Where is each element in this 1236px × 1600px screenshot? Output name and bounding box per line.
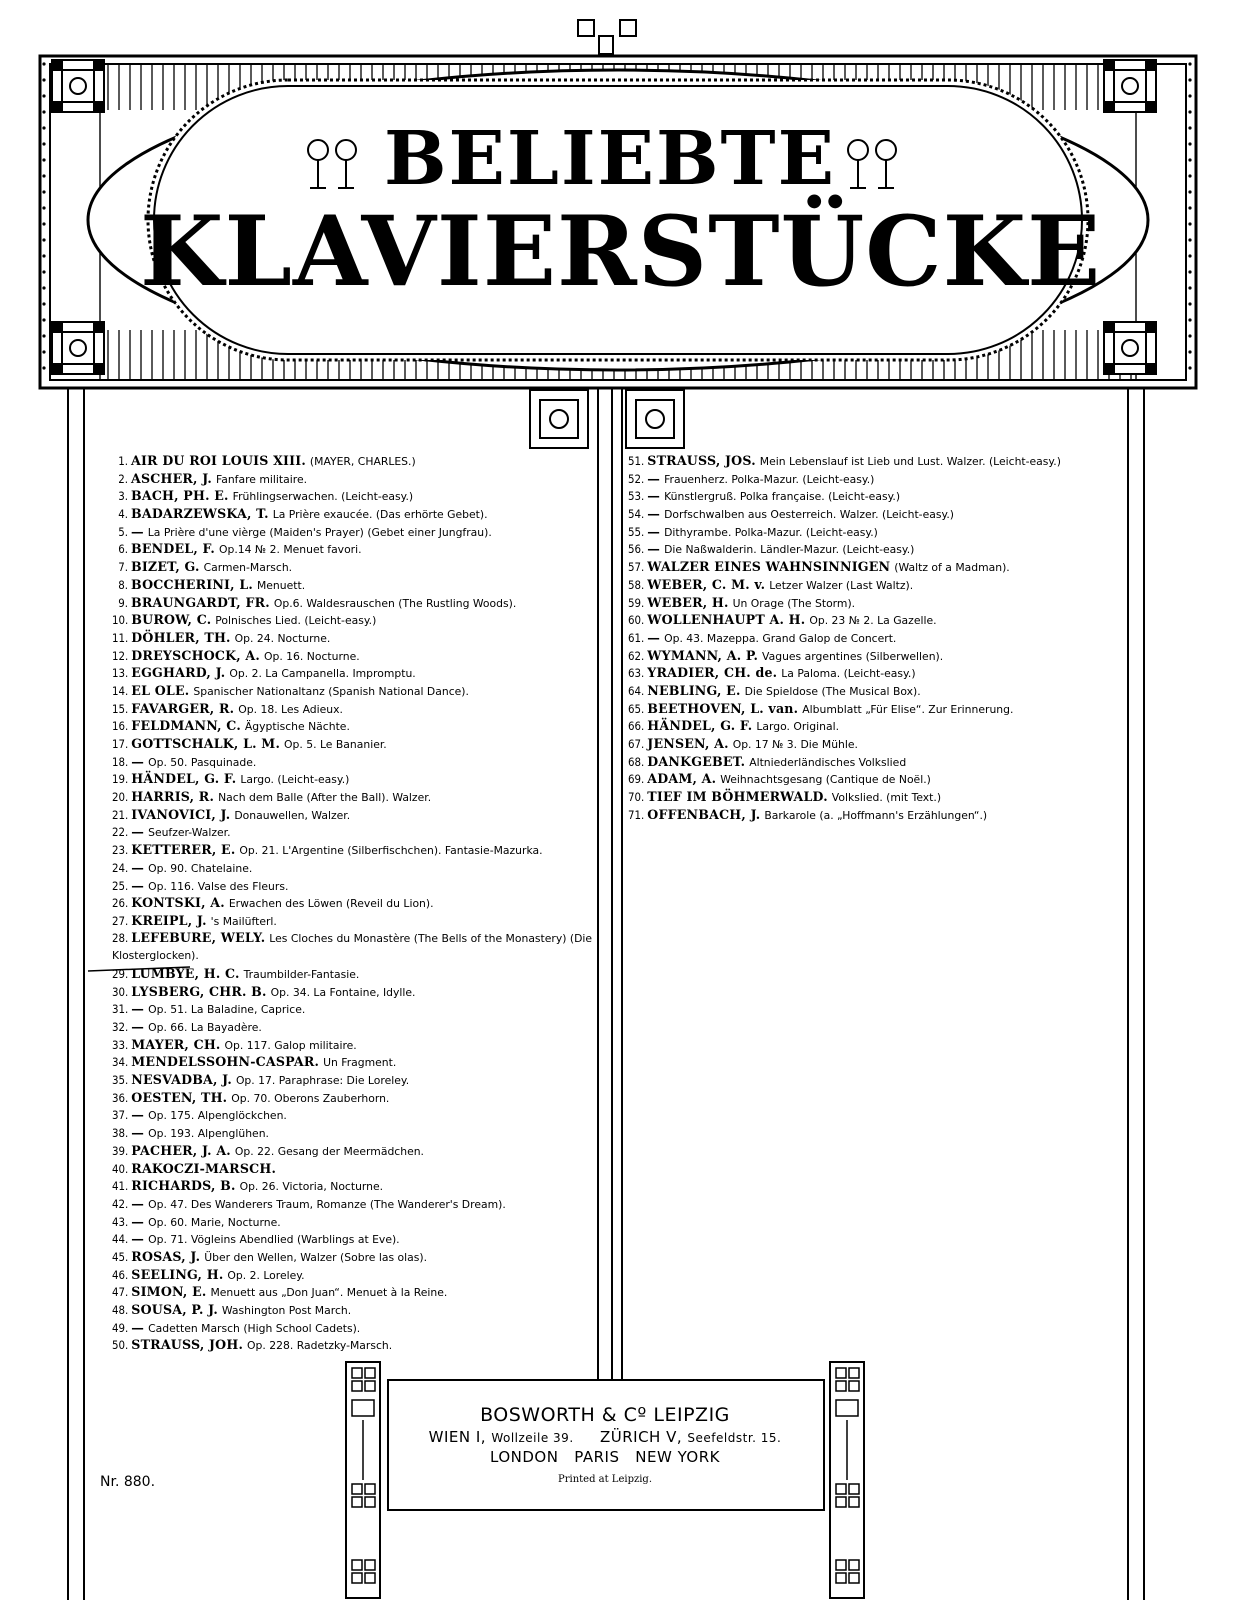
entry-composer: HARRIS, R. <box>131 789 215 805</box>
entry-number: 36. <box>112 1090 129 1105</box>
entry-composer: GOTTSCHALK, L. M. <box>131 736 281 751</box>
contents-right-column <box>628 452 1128 823</box>
entry-composer: NEBLING, E. <box>647 682 741 698</box>
title-block <box>140 108 1102 328</box>
entry-work: Carmen-Marsch. <box>203 561 293 575</box>
entry-work: Fanfare militaire. <box>216 472 308 486</box>
entry-number: 48. <box>112 1303 129 1318</box>
contents-entry <box>112 859 594 877</box>
contents-entry <box>628 487 1128 505</box>
entry-composer: RICHARDS, B. <box>131 1178 236 1194</box>
contents-entry <box>112 788 594 806</box>
contents-entry <box>628 611 1128 629</box>
entry-number: 50. <box>112 1338 129 1353</box>
entry-composer: BADARZEWSKA, T. <box>131 506 269 522</box>
entry-number: 3. <box>118 489 128 504</box>
entry-composer: LYSBERG, CHR. B. <box>131 983 267 999</box>
contents-entry <box>628 470 1128 488</box>
contents-entry <box>628 753 1128 771</box>
entry-work: Letzer Walzer (Last Waltz). <box>769 578 914 592</box>
contents-entry <box>112 611 594 629</box>
entry-work: Op. 60. Marie, Nocturne. <box>148 1215 281 1229</box>
contents-entry <box>628 700 1128 718</box>
entry-work: Op. 2. La Campanella. Impromptu. <box>229 667 416 681</box>
entry-number: 29. <box>112 966 129 981</box>
entry-work: Op.14 № 2. Menuet favori. <box>218 543 362 557</box>
entry-number: 63. <box>628 666 645 681</box>
entry-work: Op. 17 № 3. Die Mühle. <box>732 738 858 751</box>
entry-composer: BOCCHERINI, L. <box>131 576 253 592</box>
entry-composer: WYMANN, A. P. <box>647 647 759 663</box>
entry-work: Die Spieldose (The Musical Box). <box>744 684 921 698</box>
entry-composer: — <box>647 523 661 539</box>
entry-work: Altniederländisches Volkslied <box>749 755 907 769</box>
entry-composer: — <box>131 753 145 769</box>
entry-composer: — <box>647 629 661 645</box>
contents-entry <box>112 1053 594 1071</box>
contents-entry <box>112 1036 594 1054</box>
entry-composer: — <box>647 541 661 557</box>
entry-number: 45. <box>112 1249 129 1264</box>
entry-number: 40. <box>112 1161 129 1176</box>
entry-number: 17. <box>112 737 129 751</box>
entry-composer: DANKGEBET. <box>647 753 746 769</box>
entry-work: Op. 5. Le Bananier. <box>284 738 387 751</box>
entry-number: 55. <box>628 524 645 539</box>
entry-composer: SOUSA, P. J. <box>131 1302 218 1318</box>
entry-composer: KONTSKI, A. <box>131 895 225 911</box>
entry-composer: — <box>131 1019 145 1035</box>
entry-work: Op. 18. Les Adieux. <box>238 702 343 716</box>
entry-work: Op. 51. La Baladine, Caprice. <box>148 1003 306 1017</box>
contents-entry <box>628 806 1128 824</box>
entry-number: 10. <box>112 613 129 628</box>
entry-work: Op. 175. Alpenglöckchen. <box>148 1109 287 1123</box>
contents-entry <box>112 1248 594 1266</box>
entry-work: Op. 71. Vögleins Abendlied (Warblings at Eve). <box>148 1233 400 1247</box>
entry-work: Polnisches Lied. (Leicht-easy.) <box>215 614 377 628</box>
entry-number: 38. <box>112 1126 129 1141</box>
contents-entry <box>112 735 594 753</box>
entry-work: Seufzer-Walzer. <box>148 826 231 840</box>
contents-entry <box>112 540 594 558</box>
entry-work: Donauwellen, Walzer. <box>234 808 351 822</box>
entry-number: 5. <box>118 524 128 539</box>
entry-number: 70. <box>628 790 645 805</box>
entry-work: Erwachen des Löwen (Reveil du Lion). <box>228 897 434 911</box>
entry-work: Op. 16. Nocturne. <box>263 649 360 663</box>
entry-composer: HÄNDEL, G. F. <box>647 718 753 734</box>
entry-composer: LEFEBURE, WELY. <box>131 929 266 945</box>
entry-work: Frühlingserwachen. (Leicht-easy.) <box>232 490 414 504</box>
entry-number: 69. <box>628 772 645 787</box>
entry-number: 26. <box>112 896 129 911</box>
entry-number: 54. <box>628 507 645 522</box>
entry-number: 64. <box>628 683 645 698</box>
entry-work: Op. 228. Radetzky-Marsch. <box>247 1339 393 1353</box>
entry-work: Op. 193. Alpenglühen. <box>148 1127 269 1141</box>
entry-composer: JENSEN, A. <box>647 736 729 751</box>
entry-composer: STRAUSS, JOS. <box>647 453 756 468</box>
entry-work: Barkarole (a. „Hoffmann's Erzählungen“.) <box>764 808 988 822</box>
entry-composer: — <box>131 1195 145 1211</box>
contents-entry <box>112 983 594 1001</box>
contents-entry <box>112 629 594 647</box>
entry-work: Un Fragment. <box>323 1056 397 1070</box>
entry-composer: WOLLENHAUPT A. H. <box>647 612 806 628</box>
contents-entry <box>112 682 594 700</box>
contents-entry <box>112 1018 594 1036</box>
entry-work: Op. 50. Pasquinade. <box>148 755 257 769</box>
entry-composer: — <box>131 1107 145 1123</box>
entry-work: Op. 43. Mazeppa. Grand Galop de Concert. <box>664 631 897 645</box>
entry-composer: — <box>647 488 661 504</box>
entry-composer: — <box>131 1213 145 1229</box>
entry-work: Volkslied. (mit Text.) <box>831 791 942 805</box>
entry-number: 14. <box>112 683 129 698</box>
entry-number: 1. <box>118 454 128 468</box>
entry-composer: RAKOCZI-MARSCH. <box>131 1160 277 1176</box>
entry-work: Weihnachtsgesang (Cantique de Noël.) <box>720 773 931 787</box>
entry-number: 37. <box>112 1108 129 1123</box>
contents-entry <box>112 452 594 470</box>
entry-number: 66. <box>628 719 645 734</box>
entry-composer: YRADIER, CH. de. <box>647 665 778 681</box>
entry-work: Largo. Original. <box>756 720 840 734</box>
entry-number: 24. <box>112 860 129 875</box>
contents-entry <box>628 594 1128 612</box>
entry-work: (Waltz of a Madman). <box>894 561 1010 575</box>
contents-entry <box>628 505 1128 523</box>
entry-work: Traumbilder-Fantasie. <box>243 967 360 981</box>
entry-composer: ADAM, A. <box>647 771 717 787</box>
entry-composer: — <box>131 1001 145 1017</box>
entry-composer: — <box>647 506 661 522</box>
entry-work: Op. 22. Gesang der Meermädchen. <box>234 1144 424 1158</box>
contents-entry <box>628 523 1128 541</box>
entry-work: Op. 116. Valse des Fleurs. <box>148 879 289 893</box>
entry-composer: — <box>131 1125 145 1141</box>
contents-entry <box>112 1301 594 1319</box>
entry-composer: WEBER, C. M. v. <box>647 576 766 592</box>
entry-work: Menuett aus „Don Juan“. Menuet à la Reine. <box>210 1286 448 1300</box>
title-line-2: KLAVIERSTÜCKE <box>140 195 1102 308</box>
contents-entry <box>112 877 594 895</box>
entry-work: La Prière exaucée. (Das erhörte Gebet). <box>272 508 488 522</box>
branch-zurich: ZÜRICH V, <box>599 1428 683 1446</box>
entry-work: Op. 24. Nocturne. <box>234 631 331 645</box>
entry-composer: AIR DU ROI LOUIS XIII. <box>131 453 306 468</box>
entry-composer: EL OLE. <box>131 682 190 698</box>
contents-entry <box>112 594 594 612</box>
entry-work: Vagues argentines (Silberwellen). <box>762 649 944 663</box>
entry-number: 8. <box>118 577 128 592</box>
entry-number: 23. <box>112 843 129 858</box>
entry-work: (MAYER, CHARLES.) <box>309 455 416 468</box>
entry-composer: OFFENBACH, J. <box>647 806 761 822</box>
contents-entry <box>112 700 594 718</box>
title-line-1: BELIEBTE <box>383 116 836 202</box>
branch-zurich-street: Seefeldstr. 15. <box>687 1431 782 1445</box>
entry-number: 57. <box>628 560 645 575</box>
printed-note: Printed at Leipzig. <box>557 1474 653 1485</box>
entry-number: 20. <box>112 790 129 805</box>
contents-entry <box>628 770 1128 788</box>
contents-entry <box>112 1160 594 1178</box>
entry-number: 2. <box>118 471 128 486</box>
entry-composer: ROSAS, J. <box>131 1248 201 1264</box>
entry-work: Op. 66. La Bayadère. <box>148 1021 262 1035</box>
entry-work: Albumblatt „Für Elise“. Zur Erinnerung. <box>802 702 1014 716</box>
contents-entry <box>112 841 594 859</box>
contents-entry <box>628 664 1128 682</box>
entry-number: 15. <box>112 701 129 716</box>
contents-entry <box>112 1177 594 1195</box>
entry-composer: LUMBYE, H. C. <box>131 965 240 981</box>
entry-number: 58. <box>628 577 645 592</box>
entry-composer: STRAUSS, JOH. <box>131 1337 244 1353</box>
entry-number: 43. <box>112 1214 129 1229</box>
contents-entry <box>628 629 1128 647</box>
entry-work: Op. 23 № 2. La Gazelle. <box>809 614 937 628</box>
entry-work: Op. 117. Galop militaire. <box>224 1038 357 1052</box>
entry-composer: BIZET, G. <box>131 559 200 575</box>
entry-number: 27. <box>112 913 129 928</box>
entry-work: Nach dem Balle (After the Ball). Walzer. <box>218 791 432 805</box>
entry-composer: ASCHER, J. <box>131 470 212 486</box>
entry-work: Dorfschwalben aus Oesterreich. Walzer. (Leicht-easy.) <box>664 508 954 522</box>
contents-entry <box>628 735 1128 753</box>
contents-entry <box>112 1142 594 1160</box>
entry-composer: FELDMANN, C. <box>131 718 241 734</box>
entry-number: 71. <box>628 807 645 822</box>
contents-entry <box>112 930 594 965</box>
publisher-name: BOSWORTH & Cº LEIPZIG <box>480 1404 730 1426</box>
entry-composer: BACH, PH. E. <box>131 488 229 504</box>
entry-number: 28. <box>112 930 129 945</box>
contents-entry <box>112 1000 594 1018</box>
entry-number: 22. <box>112 825 129 840</box>
entry-work: Künstlergruß. Polka française. (Leicht-easy.) <box>664 490 901 504</box>
entry-number: 49. <box>112 1320 129 1335</box>
contents-entry <box>112 1230 594 1248</box>
contents-entry <box>112 505 594 523</box>
entry-composer: BEETHOVEN, L. van. <box>647 700 799 716</box>
entry-composer: — <box>131 1231 145 1247</box>
publisher-imprint <box>390 1390 820 1510</box>
entry-composer: NESVADBA, J. <box>131 1072 232 1088</box>
entry-composer: HÄNDEL, G. F. <box>131 771 237 787</box>
entry-number: 16. <box>112 719 129 734</box>
entry-composer: EGGHARD, J. <box>131 665 226 681</box>
contents-entry <box>112 806 594 824</box>
entry-number: 35. <box>112 1073 129 1088</box>
entry-number: 44. <box>112 1232 129 1247</box>
entry-work: Mein Lebenslauf ist Lieb und Lust. Walzer. (Leicht-easy.) <box>759 455 1061 468</box>
contents-entry <box>112 1266 594 1284</box>
contents-entry <box>112 470 594 488</box>
entry-composer: TIEF IM BÖHMERWALD. <box>647 789 828 805</box>
contents-entry <box>112 1319 594 1337</box>
entry-composer: DREYSCHOCK, A. <box>131 647 260 663</box>
entry-composer: — <box>131 824 145 840</box>
entry-work: Les Cloches du Monastère (The Bells of the Monastery) (Die Klosterglocken). <box>112 931 593 963</box>
contents-entry <box>112 717 594 735</box>
entry-work: Menuett. <box>256 578 306 592</box>
entry-composer: — <box>131 859 145 875</box>
entry-work: Cadetten Marsch (High School Cadets). <box>148 1321 361 1335</box>
entry-work: Largo. (Leicht-easy.) <box>240 773 350 787</box>
entry-work: Op. 2. Loreley. <box>227 1268 305 1282</box>
contents-entry <box>112 753 594 771</box>
contents-entry <box>112 647 594 665</box>
entry-work: Un Orage (The Storm). <box>732 596 856 610</box>
entry-number: 47. <box>112 1285 129 1300</box>
entry-composer: BUROW, C. <box>131 612 212 628</box>
entry-number: 30. <box>112 984 129 999</box>
contents-entry <box>112 894 594 912</box>
entry-composer: MENDELSSOHN-CASPAR. <box>131 1054 320 1070</box>
entry-number: 21. <box>112 807 129 822</box>
contents-entry <box>112 1089 594 1107</box>
entry-number: 33. <box>112 1037 129 1052</box>
entry-work: Op. 70. Oberons Zauberhorn. <box>231 1091 390 1105</box>
entry-number: 12. <box>112 648 129 663</box>
contents-entry <box>628 682 1128 700</box>
entry-number: 68. <box>628 754 645 769</box>
entry-number: 6. <box>118 542 128 557</box>
entry-number: 60. <box>628 613 645 628</box>
entry-composer: SIMON, E. <box>131 1284 207 1300</box>
contents-entry <box>112 523 594 541</box>
entry-composer: BENDEL, F. <box>131 541 215 557</box>
entry-composer: WALZER EINES WAHNSINNIGEN <box>647 559 891 575</box>
entry-number: 41. <box>112 1179 129 1194</box>
contents-entry <box>628 540 1128 558</box>
entry-number: 53. <box>628 489 645 504</box>
entry-number: 34. <box>112 1055 129 1070</box>
entry-work: Op. 21. L'Argentine (Silberfischchen). Fantasie-Mazurka. <box>239 844 543 858</box>
contents-entry <box>112 912 594 930</box>
entry-composer: IVANOVICI, J. <box>131 806 231 822</box>
entry-composer: — <box>131 523 144 539</box>
contents-left-column <box>112 452 594 1354</box>
contents-entry <box>112 1213 594 1231</box>
entry-work: Die Naßwalderin. Ländler-Mazur. (Leicht-easy.) <box>664 543 915 557</box>
entry-work: Op. 17. Paraphrase: Die Loreley. <box>235 1074 410 1088</box>
entry-number: 51. <box>628 454 645 468</box>
entry-composer: SEELING, H. <box>131 1266 224 1282</box>
entry-composer: — <box>131 877 145 893</box>
entry-number: 32. <box>112 1020 129 1035</box>
entry-composer: DÖHLER, TH. <box>131 629 231 645</box>
contents-entry <box>112 576 594 594</box>
branch-vienna-street: Wollzeile 39. <box>491 1431 574 1445</box>
entry-number: 19. <box>112 772 129 787</box>
entry-number: 65. <box>628 701 645 716</box>
contents-entry <box>628 647 1128 665</box>
entry-number: 46. <box>112 1267 129 1282</box>
contents-entry <box>112 1071 594 1089</box>
catalog-number: Nr. 880. <box>100 1474 156 1490</box>
entry-number: 31. <box>112 1002 129 1017</box>
entry-number: 18. <box>112 754 129 769</box>
entry-number: 7. <box>118 560 128 575</box>
contents-entry <box>112 487 594 505</box>
entry-number: 67. <box>628 737 645 751</box>
entry-work: Dithyrambe. Polka-Mazur. (Leicht-easy.) <box>664 525 878 539</box>
entry-number: 42. <box>112 1196 129 1211</box>
entry-number: 59. <box>628 595 645 610</box>
contents-entry <box>628 788 1128 806</box>
entry-work: Über den Wellen, Walzer (Sobre las olas). <box>204 1250 428 1264</box>
publisher-branches <box>390 1428 820 1446</box>
entry-composer: FAVARGER, R. <box>131 700 235 716</box>
entry-work: Ägyptische Nächte. <box>244 720 350 734</box>
entry-work: Spanischer Nationaltanz (Spanish National Dance). <box>193 684 469 698</box>
entry-composer: PACHER, J. A. <box>131 1142 231 1158</box>
entry-work: Op.6. Waldesrauschen (The Rustling Woods). <box>273 596 517 610</box>
entry-work: 's Mailüfterl. <box>210 914 277 928</box>
contents-entry <box>628 576 1128 594</box>
entry-number: 39. <box>112 1143 129 1158</box>
contents-entry <box>628 452 1128 470</box>
entry-work: La Paloma. (Leicht-easy.) <box>781 667 916 681</box>
entry-composer: WEBER, H. <box>647 594 729 610</box>
entry-work: Op. 47. Des Wanderers Traum, Romanze (The Wanderer's Dream). <box>148 1197 506 1211</box>
contents-entry <box>112 1336 594 1354</box>
contents-entry <box>112 664 594 682</box>
entry-work: Washington Post March. <box>221 1304 352 1318</box>
entry-number: 61. <box>628 630 645 645</box>
entry-composer: BRAUNGARDT, FR. <box>131 594 270 610</box>
contents-entry <box>112 965 594 983</box>
entry-number: 56. <box>628 542 645 557</box>
entry-composer: KETTERER, E. <box>131 842 236 858</box>
contents-entry <box>112 823 594 841</box>
entry-composer: — <box>131 1319 145 1335</box>
contents-entry <box>112 1124 594 1142</box>
publisher-cities: LONDON PARIS NEW YORK <box>490 1448 720 1466</box>
contents-entry <box>628 717 1128 735</box>
entry-number: 9. <box>118 595 128 610</box>
contents-entry <box>112 1195 594 1213</box>
contents-entry <box>112 1283 594 1301</box>
entry-composer: OESTEN, TH. <box>131 1089 228 1105</box>
entry-number: 13. <box>112 666 129 681</box>
entry-number: 11. <box>112 630 129 645</box>
entry-composer: MAYER, CH. <box>131 1036 221 1052</box>
entry-work: Op. 26. Victoria, Nocturne. <box>239 1180 384 1194</box>
entry-composer: KREIPL, J. <box>131 912 207 928</box>
contents-entry <box>112 770 594 788</box>
entry-work: Frauenherz. Polka-Mazur. (Leicht-easy.) <box>664 472 875 486</box>
entry-work: Op. 34. La Fontaine, Idylle. <box>270 985 416 999</box>
entry-work: La Prière d'une vièrge (Maiden's Prayer) (Gebet einer Jungfrau). <box>147 525 492 539</box>
entry-composer: — <box>647 470 661 486</box>
entry-number: 25. <box>112 878 129 893</box>
branch-vienna: WIEN I, <box>428 1428 487 1446</box>
entry-number: 52. <box>628 471 645 486</box>
contents-entry <box>628 558 1128 576</box>
contents-entry <box>112 558 594 576</box>
entry-number: 62. <box>628 648 645 663</box>
contents-entry <box>112 1106 594 1124</box>
entry-number: 4. <box>118 507 128 522</box>
entry-work: Op. 90. Chatelaine. <box>148 861 253 875</box>
